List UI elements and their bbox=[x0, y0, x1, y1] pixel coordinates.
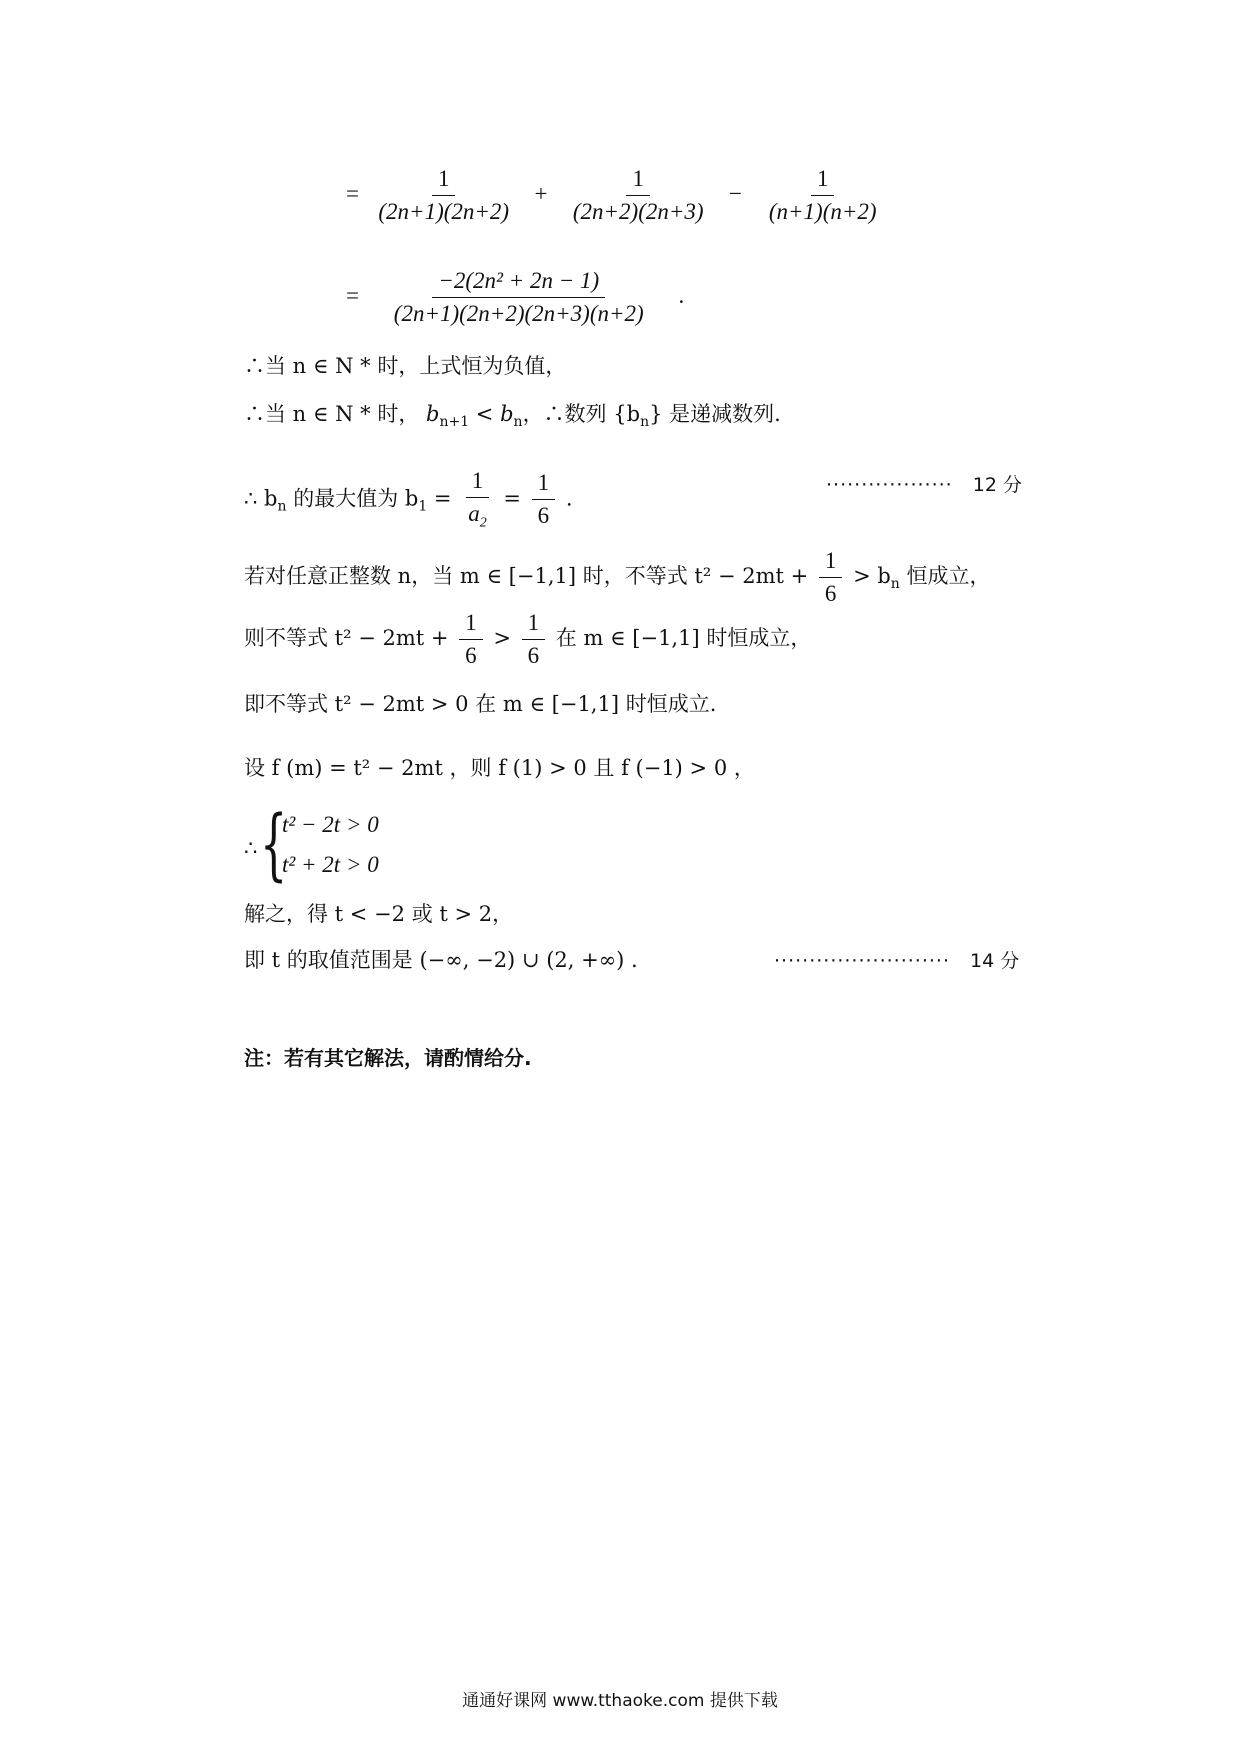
subscript: 1 bbox=[418, 498, 428, 515]
combined-fraction bbox=[369, 268, 669, 327]
score-14 bbox=[774, 946, 1019, 973]
text-segment: > b bbox=[853, 564, 891, 588]
period: . bbox=[565, 486, 573, 511]
text-segment: 若对任意正整数 n，当 m ∈ [−1,1] 时，不等式 t² − 2mt + bbox=[244, 564, 815, 588]
numerator: 1 bbox=[459, 610, 483, 640]
grading-note: 注：若有其它解法，请酌情给分. bbox=[244, 1046, 532, 1070]
range-line: 即 t 的取值范围是 (−∞, −2) ∪ (2, +∞) . bbox=[244, 948, 638, 972]
fraction-2 bbox=[563, 166, 713, 225]
inequality-simplified-line: 即不等式 t² − 2mt > 0 在 m ∈ [−1,1] 时恒成立. bbox=[244, 692, 717, 716]
page-footer: 通通好课网 www.tthaoke.com 提供下载 bbox=[462, 1691, 778, 1711]
score-label: 14 分 bbox=[970, 950, 1020, 972]
denominator: 6 bbox=[537, 503, 550, 529]
fraction-1 bbox=[369, 166, 519, 225]
equation-line-1 bbox=[346, 166, 892, 225]
numerator: 1 bbox=[819, 548, 843, 578]
fraction-3 bbox=[758, 166, 888, 225]
b-symbol: b bbox=[500, 402, 514, 426]
plus-sign: + bbox=[534, 180, 548, 206]
numerator: 1 bbox=[532, 470, 556, 500]
denominator: 6 bbox=[527, 643, 540, 668]
fraction-2-denominator: (2n+2)(2n+3) bbox=[572, 199, 704, 224]
system-line-1: t² − 2t > 0 bbox=[282, 812, 379, 837]
fraction-1-numerator: 1 bbox=[432, 166, 456, 196]
equals-sign: = bbox=[346, 282, 359, 308]
solution-line: 解之，得 t < −2 或 t > 2， bbox=[244, 902, 514, 926]
equals-sign: = bbox=[503, 486, 528, 511]
combined-fraction-denominator: (2n+1)(2n+2)(2n+3)(n+2) bbox=[393, 301, 644, 326]
sequence-brace-close: } bbox=[649, 402, 663, 426]
fraction-1-over-6 bbox=[819, 548, 843, 607]
max-value-line bbox=[244, 468, 573, 532]
fraction-1-over-6 bbox=[459, 610, 483, 669]
text-segment: ，∴数列 bbox=[522, 402, 607, 426]
subscript: n bbox=[277, 498, 287, 515]
left-brace: { bbox=[260, 800, 288, 890]
subscript: n bbox=[513, 414, 523, 431]
numerator: 1 bbox=[466, 468, 490, 498]
equals-sign: = bbox=[427, 486, 459, 511]
text-line-decreasing bbox=[244, 398, 781, 430]
score-12 bbox=[826, 470, 1022, 497]
subscript: n bbox=[890, 576, 900, 593]
text-segment: 的最大值为 b bbox=[286, 486, 419, 511]
system-line-2: t² + 2t > 0 bbox=[282, 852, 379, 877]
denominator: 6 bbox=[824, 581, 837, 606]
numerator: 1 bbox=[522, 610, 546, 640]
minus-sign: − bbox=[728, 180, 742, 206]
fraction-3-numerator: 1 bbox=[811, 166, 835, 196]
greater-than: > bbox=[493, 626, 518, 650]
text-segment: 则不等式 t² − 2mt + bbox=[244, 626, 456, 650]
fraction-1-over-6 bbox=[532, 470, 556, 529]
text-segment: 在 m ∈ [−1,1] 时恒成立， bbox=[555, 626, 812, 650]
fraction-1-over-a2 bbox=[462, 468, 493, 532]
equation-line-2 bbox=[346, 268, 684, 327]
text-segment: ∴ b bbox=[244, 486, 278, 511]
denominator: 6 bbox=[465, 643, 477, 668]
equals-sign: = bbox=[346, 180, 359, 206]
denominator: a bbox=[468, 501, 480, 526]
inequality-reduced-line bbox=[244, 610, 811, 669]
period: . bbox=[678, 282, 685, 308]
fraction-1-over-6 bbox=[522, 610, 546, 669]
function-definition-line: 设 f (m) = t² − 2mt ，则 f (1) > 0 且 f (−1) > 0 ， bbox=[244, 756, 755, 780]
fraction-1-denominator: (2n+1)(2n+2) bbox=[378, 199, 510, 224]
text-segment: 是递减数列. bbox=[662, 402, 781, 426]
text-segment: 恒成立， bbox=[899, 564, 991, 588]
subscript: n+1 bbox=[439, 414, 470, 431]
subscript: n bbox=[640, 414, 650, 431]
less-than: < bbox=[469, 402, 501, 426]
text-line-negative: ∴当 n ∈ N * 时，上式恒为负值， bbox=[244, 354, 567, 378]
text-segment: ∴当 n ∈ N * 时， bbox=[244, 402, 420, 426]
score-dots: ························· bbox=[774, 950, 950, 972]
subscript: 2 bbox=[479, 515, 487, 531]
therefore-symbol: ∴ bbox=[244, 836, 258, 860]
b-symbol: b bbox=[426, 402, 440, 426]
score-label: 12 分 bbox=[972, 474, 1022, 496]
sequence-brace: {b bbox=[613, 402, 641, 426]
fraction-2-numerator: 1 bbox=[626, 166, 650, 196]
inequality-condition-line bbox=[244, 548, 991, 607]
score-dots: ·················· bbox=[826, 474, 953, 496]
inequality-system bbox=[244, 800, 444, 892]
fraction-3-denominator: (n+1)(n+2) bbox=[768, 199, 877, 224]
combined-fraction-numerator: −2(2n² + 2n − 1) bbox=[432, 268, 605, 298]
